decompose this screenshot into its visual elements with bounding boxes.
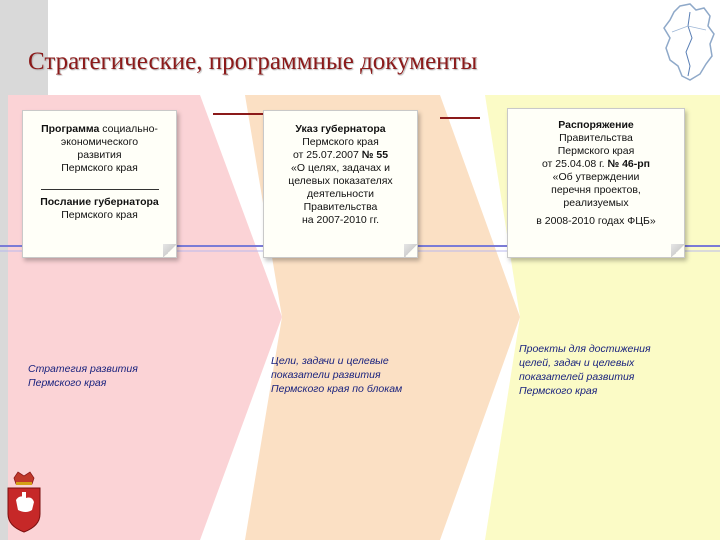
- card-separator: [41, 189, 159, 190]
- slide-title: Стратегические, программные документы: [28, 48, 478, 75]
- title-rule-2: [440, 117, 480, 119]
- document-card-3: [507, 108, 685, 258]
- dog-ear: [671, 244, 685, 258]
- doc-program-title: Программа социально-: [41, 123, 158, 135]
- doc-decree-line: деятельности: [307, 188, 374, 200]
- doc-address-title: Послание губернатора: [40, 196, 159, 208]
- doc-program-line: развития: [77, 149, 122, 161]
- doc-order-line: реализуемых: [563, 197, 629, 209]
- document-card-1: [22, 110, 177, 258]
- coat-of-arms-icon: [4, 470, 44, 534]
- doc-decree-line: «О целях, задачах и: [291, 162, 390, 174]
- doc-program-line: экономического: [60, 136, 139, 148]
- dog-ear: [404, 244, 418, 258]
- doc-order-title: Распоряжение: [558, 119, 634, 131]
- doc-order-date: от 25.04.08 г. № 46-рп: [541, 158, 651, 170]
- doc-order-line: Правительства: [559, 132, 633, 144]
- doc-decree-line: на 2007-2010 гг.: [302, 214, 379, 226]
- title-rule-1: [213, 113, 263, 115]
- perm-krai-map-icon: [660, 2, 716, 84]
- doc-order-line: перечня проектов,: [551, 184, 641, 196]
- doc-decree-date: от 25.07.2007 № 55: [292, 149, 389, 161]
- doc-program-line: Пермского края: [61, 162, 138, 174]
- doc-order-line: в 2008-2010 годах ФЦБ»: [536, 215, 656, 227]
- outcome-text-3: Проекты для достижения целей, задач и целевых показателей развития Пермского края: [519, 343, 651, 397]
- doc-decree-line: Правительства: [303, 201, 378, 213]
- outcome-text-1: Стратегия развития Пермского края: [28, 363, 138, 389]
- doc-decree-title: Указ губернатора: [295, 123, 386, 135]
- doc-order-line: «Об утверждении: [552, 171, 640, 183]
- document-card-2: [263, 110, 418, 258]
- dog-ear: [163, 244, 177, 258]
- doc-address-line: Пермского края: [61, 209, 138, 221]
- doc-decree-line: целевых показателях: [288, 175, 393, 187]
- outcome-text-2: Цели, задачи и целевые показатели развития Пермского края по блокам: [271, 355, 403, 395]
- doc-order-line: Пермского края: [557, 145, 635, 157]
- doc-decree-line: Пермского края: [302, 136, 379, 148]
